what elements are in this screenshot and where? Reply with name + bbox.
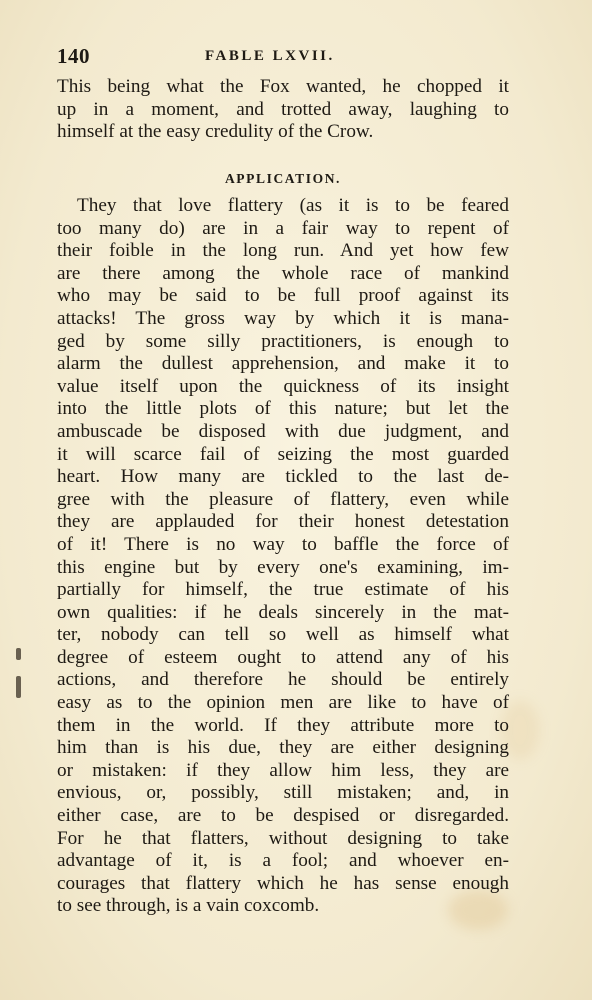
page-header: [57, 44, 509, 74]
text-line: ter, nobody can tell so well as himself what: [57, 624, 509, 646]
text-line: or mistaken: if they allow him less, they are: [57, 759, 509, 781]
text-line: gree with the pleasure of flattery, even while: [57, 488, 509, 510]
text-line: ged by some silly practitioners, is enough to: [57, 330, 509, 352]
text-line: ambuscade be disposed with due judgment, and: [57, 420, 509, 442]
fable-conclusion-paragraph: [57, 76, 509, 144]
text-line: this engine but by every one's examining, im-: [57, 556, 509, 578]
text-line: heart. How many are tickled to the last de-: [57, 466, 509, 488]
text-line: their foible in the long run. And yet how few: [57, 240, 509, 262]
margin-ink-mark: [16, 676, 21, 698]
text-line: value itself upon the quickness of its insight: [57, 375, 509, 397]
page-number: 140: [57, 44, 90, 68]
text-line: they are applauded for their honest detestation: [57, 511, 509, 533]
text-line: partially for himself, the true estimate of his: [57, 579, 509, 601]
running-head: FABLE LXVII.: [205, 48, 335, 64]
text-line: For he that flatters, without designing to take: [57, 827, 509, 849]
text-line: to see through, is a vain coxcomb.: [57, 895, 320, 917]
text-line: They that love flattery (as it is to be feared: [77, 195, 509, 216]
text-line: himself at the easy credulity of the Crow.: [57, 121, 374, 143]
text-line: actions, and therefore he should be entirely: [57, 669, 509, 691]
text-line: him than is his due, they are either designing: [57, 737, 509, 759]
text-line: into the little plots of this nature; but let the: [57, 398, 509, 420]
text-line: alarm the dullest apprehension, and make it to: [57, 353, 509, 375]
text-line: of it! There is no way to baffle the force of: [57, 533, 509, 555]
text-line: up in a moment, and trotted away, laughing to: [57, 98, 509, 120]
application-paragraph: [57, 195, 509, 918]
text-line: own qualities: if he deals sincerely in the mat-: [57, 601, 509, 623]
text-line: it will scarce fail of seizing the most guarded: [57, 443, 509, 465]
text-line: them in the world. If they attribute more to: [57, 714, 509, 736]
text-line: easy as to the opinion men are like to have of: [57, 692, 509, 714]
text-line: This being what the Fox wanted, he chopped it: [57, 76, 509, 97]
text-line: who may be said to be full proof against its: [57, 285, 509, 307]
text-line: courages that flattery which he has sense enough: [57, 872, 509, 894]
text-line: are there among the whole race of mankind: [57, 262, 509, 284]
text-line: advantage of it, is a fool; and whoever en-: [57, 850, 509, 872]
text-line: attacks! The gross way by which it is mana-: [57, 307, 509, 329]
section-heading: APPLICATION.: [224, 171, 342, 186]
text-line: too many do) are in a fair way to repent of: [57, 217, 509, 239]
text-line: either case, are to be despised or disregarded.: [57, 805, 509, 827]
margin-ink-mark: [16, 648, 21, 660]
text-line: degree of esteem ought to attend any of his: [57, 646, 509, 668]
text-line: envious, or, possibly, still mistaken; and, in: [57, 782, 509, 804]
